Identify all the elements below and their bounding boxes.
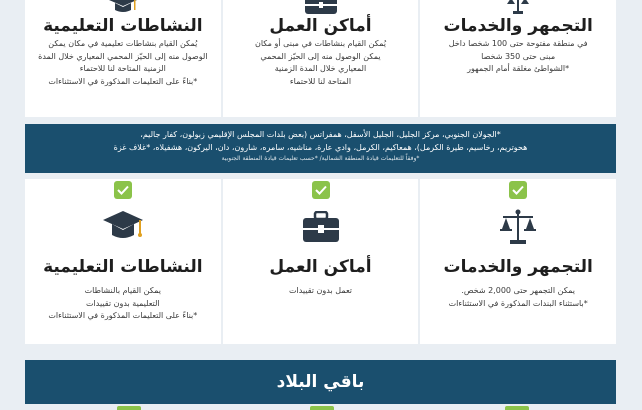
banner-regions-line-1: *الجولان الجنوبي، مركز الجليل، الجليل الأسفل، همفراتس (بعض بلدات المجلس الإقليمي زبولون، كفار جاليم،	[140, 130, 501, 139]
rest-of-country-header	[25, 360, 616, 404]
briefcase-icon	[223, 205, 419, 249]
graduation-cap-icon	[25, 0, 221, 14]
card-title: التجمهر والخدمات	[443, 16, 593, 36]
card-description: تعمل بدون تقييدات	[288, 286, 353, 295]
mid-row	[25, 179, 616, 344]
section-title: باقي البلاد	[276, 372, 365, 392]
checkmark-icon	[505, 406, 529, 410]
regions-banner	[25, 124, 616, 173]
checkmark-icon	[114, 181, 132, 199]
card-title: التجمهر والخدمات	[443, 257, 593, 277]
card-title: أماكن العمل	[269, 257, 372, 277]
card-description: يمكن القيام بالنشاطات التعليمية بدون تقييدات *بناءً على التعليمات المذكورة في الاستثناءات	[48, 286, 198, 320]
checkmark-icon	[310, 406, 334, 410]
justice-scale-icon	[420, 0, 616, 14]
checkmark-icon	[117, 406, 141, 410]
card-gatherings-top	[420, 0, 616, 117]
card-title: أماكن العمل	[269, 16, 372, 36]
card-description: يمكن التجمهر حتى 2,000 شخص. *باستثناء البندات المذكورة في الاستثناءات	[448, 286, 588, 308]
card-workplaces-top	[223, 0, 419, 117]
banner-regions-line-2: هحوتريم، رخاسيم، طيرة الكرمل)، همعاكيم، الكرمل، وادي عارة، مناشيه، سامره، شارون، دان، اليركون، هشفيلاه، *غلاف غزة	[113, 143, 528, 152]
card-gatherings	[420, 179, 616, 344]
card-description: يُمكن القيام بنشاطات في مبنى أو مكان يمكن الوصول منه إلى الحيّز المحمي المعياري خلال المدة الزمنية المتاحة لنا للاحتماء	[254, 39, 387, 86]
banner-footnote: *وفقاً للتعليمات قيادة المنطقة الشمالية/ *حسب تعليمات قيادة المنطقة الجنوبية	[221, 155, 420, 162]
card-description: يُمكن القيام بنشاطات تعليمية في مكان يمكن الوصول منه إلى الحيّز المحمي المعياري خلال المدة الزمنية المتاحة لنا للاحتماء *بناءً على التعليمات المذكورة في الاستثناءات	[38, 39, 208, 86]
graduation-cap-icon	[25, 205, 221, 249]
card-title: النشاطات التعليمية	[43, 257, 203, 277]
checkmark-icon	[312, 181, 330, 199]
top-row	[25, 0, 616, 117]
card-description: في منطقة مفتوحة حتى 100 شخصا داخل مبنى حتى 350 شخصا *الشواطئ مغلقة أمام الجمهور	[448, 39, 588, 73]
checkmark-icon	[509, 181, 527, 199]
justice-scale-icon	[420, 205, 616, 249]
card-workplaces	[223, 179, 419, 344]
card-title: النشاطات التعليمية	[43, 16, 203, 36]
card-education	[25, 179, 221, 344]
briefcase-icon	[223, 0, 419, 14]
card-education-top	[25, 0, 221, 117]
